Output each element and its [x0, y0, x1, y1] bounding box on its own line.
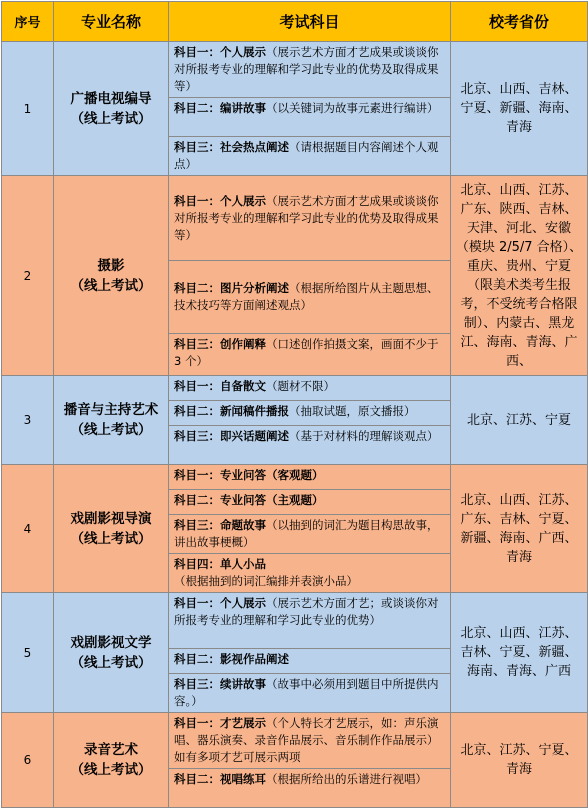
subject-desc: （根据所给出的乐谱进行视唱）: [266, 772, 427, 786]
subject-title: 科目二：图片分析阐述: [174, 281, 289, 295]
subject-desc: （故事中必须用到题目中所提供内容。）: [174, 677, 439, 708]
subject-desc: （请根据题目内容阐述个人观点）: [174, 140, 439, 171]
row-index: 1: [2, 42, 54, 176]
subject-cell: [169, 426, 451, 465]
major-title: 摄影: [97, 257, 125, 274]
subject-desc: （口述创作拍摄文案，画面不少于 3 个）: [174, 337, 439, 368]
table-row: [2, 465, 588, 490]
subject-title: 科目四：单人小品: [174, 557, 266, 571]
subject-cell: [169, 593, 451, 649]
exam-mode: （线上考试）: [70, 762, 152, 778]
major-title: 录音艺术: [84, 742, 138, 758]
subject-desc: （展示艺术方面才艺成果或谈谈你对所报考专业的理解和学习此专业的优势及取得成果等）: [174, 45, 439, 93]
subject-desc: （以关键词为故事元素进行编讲）: [266, 101, 439, 115]
subject-desc: （抽取试题，原文播报）: [289, 404, 416, 418]
subject-title: 科目一：才艺展示: [174, 716, 266, 730]
exam-mode: （线上考试）: [70, 110, 152, 127]
major-title: 播音与主持艺术: [63, 402, 159, 418]
subject-cell: [169, 137, 451, 176]
subject-desc: （展示艺术方面才艺；或谈谈你对所报考专业的理解和学习此专业的优势）: [174, 596, 439, 627]
subject-cell: [169, 713, 451, 769]
table-row: [2, 176, 588, 261]
subject-cell: [169, 42, 451, 98]
header-index: 序号: [2, 2, 54, 42]
exam-subjects-table: [1, 1, 588, 808]
subject-cell: [169, 554, 451, 593]
subject-cell: [169, 98, 451, 137]
row-index: 6: [2, 713, 54, 808]
subject-desc: （展示艺术方面才艺成果或谈谈你对所报考专业的理解和学习此专业的优势及取得成果等）: [174, 193, 439, 242]
subject-title: 科目一：个人展示: [174, 596, 266, 610]
subject-cell: [169, 490, 451, 515]
subject-title: 科目三：创作阐释: [174, 337, 266, 351]
exam-mode: （线上考试）: [70, 277, 152, 294]
table-row: [2, 376, 588, 401]
subject-title: 科目三：续讲故事: [174, 677, 266, 691]
subject-title: 科目三：社会热点阐述: [174, 140, 289, 154]
subject-title: 科目一：自备散文: [174, 379, 266, 393]
major-title: 戏剧影视文学: [70, 634, 152, 651]
row-index: 3: [2, 376, 54, 465]
province-list: 北京、江苏、宁夏: [451, 376, 588, 465]
subject-title: 科目三：即兴话题阐述: [174, 429, 289, 443]
subject-desc: （根据抽到的词汇编排并表演小品）: [174, 574, 358, 588]
province-list: 北京、山西、吉林、宁夏、新疆、海南、青海: [451, 42, 588, 176]
subject-desc: （以抽到的词汇为题目构思故事，讲出故事梗概）: [174, 518, 439, 549]
subject-cell: [169, 261, 451, 334]
table-row: [2, 42, 588, 98]
exam-mode: （线上考试）: [70, 422, 152, 438]
subject-cell: [169, 401, 451, 426]
exam-mode: （线上考试）: [70, 654, 152, 671]
header-subjects: 考试科目: [169, 2, 451, 42]
row-index: 4: [2, 465, 54, 593]
subject-cell: [169, 515, 451, 554]
subject-desc: （根据所给图片从主题思想、技术技巧等方面阐述观点）: [174, 281, 439, 312]
row-index: 2: [2, 176, 54, 376]
subject-title: 科目三：命题故事: [174, 518, 266, 532]
subject-title: 科目二：新闻稿件播报: [174, 404, 289, 418]
subject-title: 科目一：专业问答（客观题）: [174, 468, 324, 482]
subject-title: 科目二：视唱练耳: [174, 772, 266, 786]
subject-title: 科目二：编讲故事: [174, 101, 266, 115]
subject-desc: （个人特长才艺展示，如：声乐演唱、器乐演奏、录音作品展示、音乐制作作品展示）如有多项才艺可展示两项: [174, 716, 439, 764]
subject-cell: [169, 769, 451, 808]
major-name: [54, 42, 169, 176]
subject-desc: （题材不限）: [266, 379, 335, 393]
subject-cell: [169, 649, 451, 674]
major-name: [54, 593, 169, 713]
row-index: 5: [2, 593, 54, 713]
subject-title: 科目一：个人展示: [174, 45, 266, 59]
major-name: [54, 713, 169, 808]
subject-cell: [169, 334, 451, 376]
subject-title: 科目二：影视作品阐述: [174, 652, 289, 666]
subject-desc: （基于对材料的理解谈观点）: [289, 429, 439, 443]
table-row: [2, 593, 588, 649]
subject-title: 科目一：个人展示: [174, 193, 266, 208]
header-major: 专业名称: [54, 2, 169, 42]
header-row: [2, 2, 588, 42]
province-list: 北京、江苏、宁夏、青海: [451, 713, 588, 808]
subject-title: 科目二：专业问答（主观题）: [174, 493, 324, 507]
subject-cell: [169, 674, 451, 713]
subject-cell: [169, 465, 451, 490]
header-provinces: 校考省份: [451, 2, 588, 42]
province-list: 北京、山西、江苏、广东、吉林、宁夏、新疆、海南、广西、青海: [451, 465, 588, 593]
table-row: [2, 713, 588, 769]
major-title: 广播电视编导: [70, 90, 152, 107]
province-list: 北京、山西、江苏、吉林、宁夏、新疆、海南、青海、广西: [451, 593, 588, 713]
province-list: 北京、山西、江苏、广东、陕西、吉林、天津、河北、安徽（模块 2/5/7 合格）、重庆、贵州、宁夏（限美术类考生报考，不受统考合格限制）、内蒙古、黑龙江、海南、青海、广西、: [451, 176, 588, 376]
exam-mode: （线上考试）: [70, 530, 152, 547]
subject-cell: [169, 176, 451, 261]
major-name: [54, 465, 169, 593]
major-title: 戏剧影视导演: [70, 510, 152, 527]
subject-cell: [169, 376, 451, 401]
major-name: [54, 376, 169, 465]
major-name: [54, 176, 169, 376]
